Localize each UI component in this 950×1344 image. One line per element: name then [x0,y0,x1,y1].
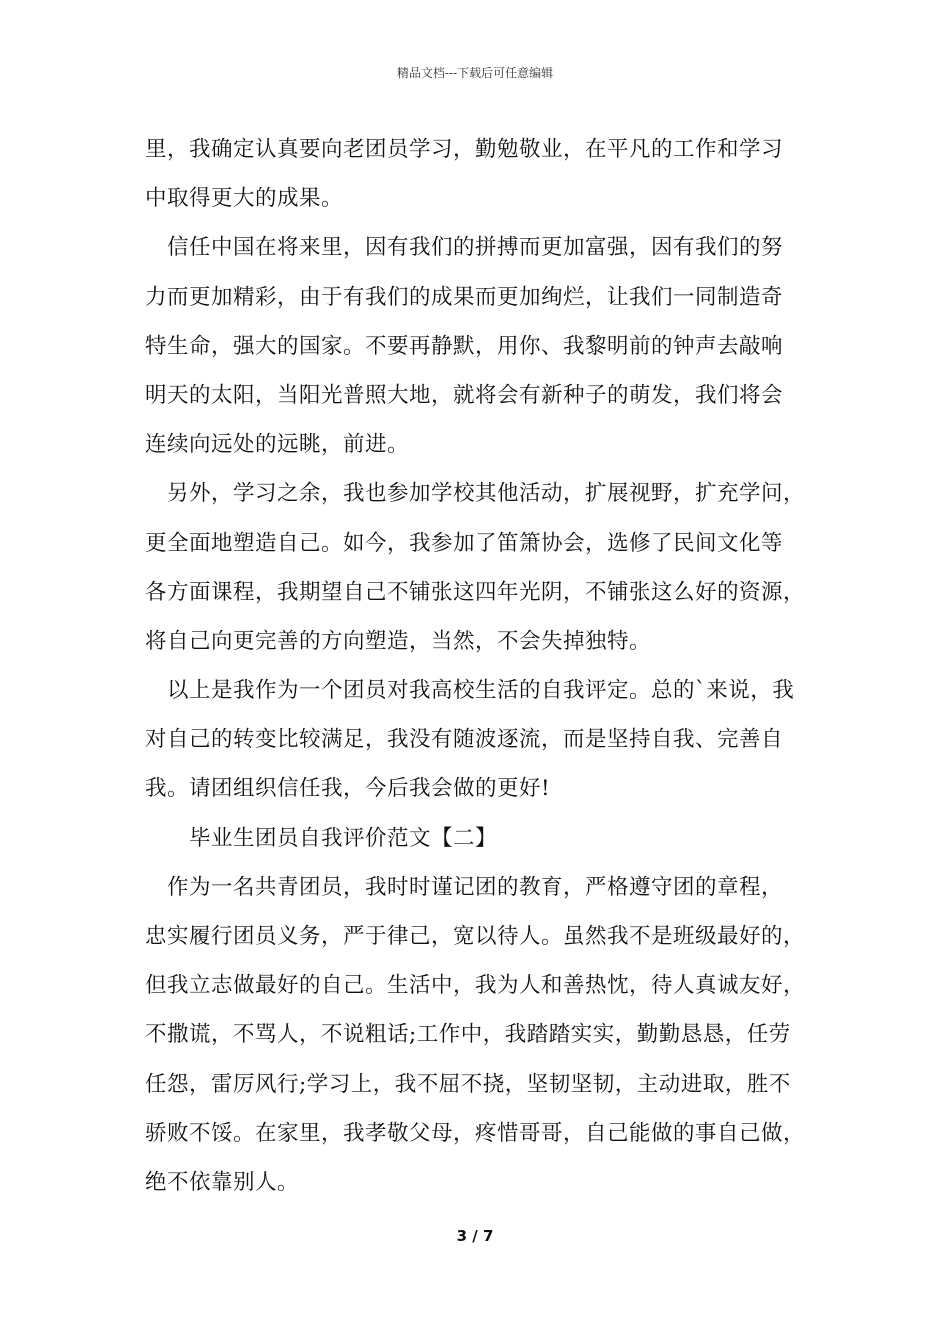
text-line: 任怨，雷厉风行;学习上，我不屈不挠，坚韧坚韧，主动进取，胜不 [145,1071,791,1097]
paragraph-start-line: 信任中国在将来里，因有我们的拼搏而更加富强，因有我们的努 [167,235,784,261]
text-line: 中取得更大的成果。 [145,186,344,212]
paragraph-start-line: 作为一名共青团员，我时时谨记团的教育，严格遵守团的章程， [167,874,784,900]
text-line: 我。请团组织信任我，今后我会做的更好! [145,776,551,802]
text-line: 力而更加精彩，由于有我们的成果而更加绚烂，让我们一同制造奇 [145,284,784,310]
text-line: 不撒谎，不骂人，不说粗话;工作中，我踏踏实实，勤勤恳恳，任劳 [145,1022,791,1048]
text-line: 忠实履行团员义务，严于律己，宽以待人。虽然我不是班级最好的， [145,924,806,949]
text-line: 将自己向更完善的方向塑造，当然，不会失掉独特。 [145,628,652,654]
paragraph-start-line: 另外，学习之余，我也参加学校其他活动，扩展视野，扩充学问， [167,481,806,507]
text-line: 对自己的转变比较满足，我没有随波逐流，而是坚持自我、完善自 [145,727,784,753]
paragraph-start-line: 以上是我作为一个团员对我高校生活的自我评定。总的`来说，我 [167,678,795,704]
page-number: 3 / 7 [456,1227,494,1245]
text-line: 明天的太阳，当阳光普照大地，就将会有新种子的萌发，我们将会 [145,382,784,408]
text-line: 绝不依靠别人。 [145,1169,300,1195]
text-line: 骄败不馁。在家里，我孝敬父母，疼惜哥哥，自己能做的事自己做， [145,1120,806,1146]
document-body [145,125,825,1207]
section-heading: 毕业生团员自我评价范文【二】 [189,825,498,851]
text-line: 各方面课程，我期望自己不铺张这四年光阴，不铺张这么好的资源， [145,579,806,605]
page-header: 精品文档---下载后可任意编辑 [396,66,554,80]
text-line: 里，我确定认真要向老团员学习，勤勉敬业，在平凡的工作和学习 [145,137,784,162]
text-line: 更全面地塑造自己。如今，我参加了笛箫协会，选修了民间文化等 [145,530,784,556]
text-line: 连续向远处的远眺，前进。 [145,432,410,458]
text-line: 但我立志做最好的自己。生活中，我为人和善热忱，待人真诚友好， [145,973,806,999]
text-line: 特生命，强大的国家。不要再静默，用你、我黎明前的钟声去敲响 [145,333,784,359]
